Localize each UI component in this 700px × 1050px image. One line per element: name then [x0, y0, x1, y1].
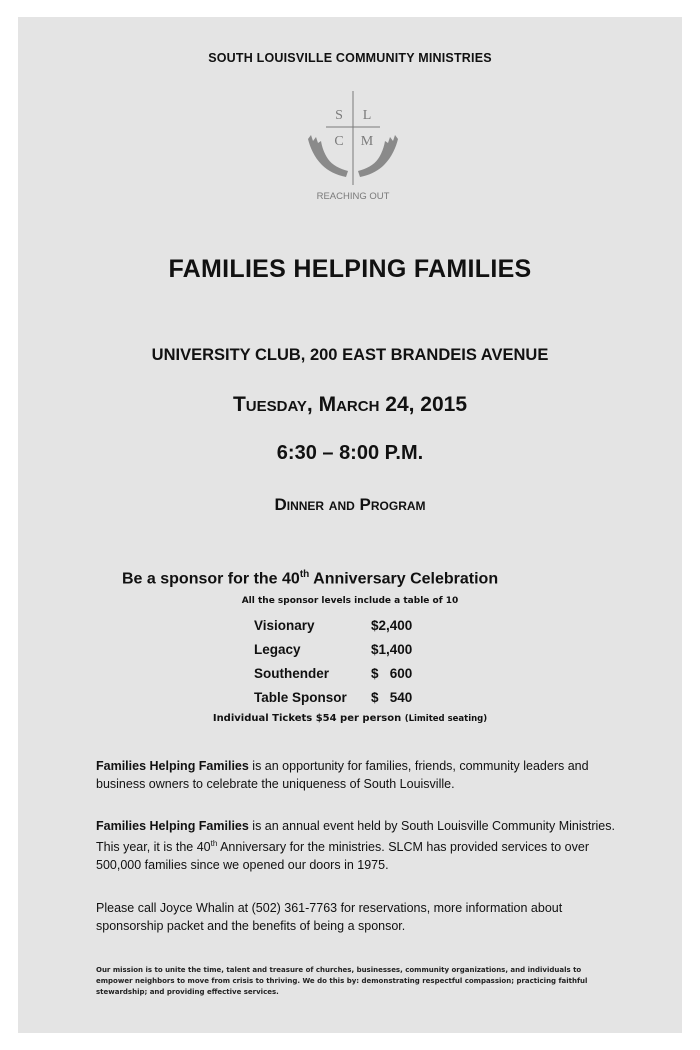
logo-letter-m: M [360, 134, 374, 149]
paragraph-opportunity: Families Helping Families is an opportunity for families, friends, community leaders and business owners to celebrate the uniqueness of South Louisville. [96, 759, 589, 791]
logo-letter-c: C [334, 134, 344, 149]
event-program: Dinner and Program [274, 495, 426, 514]
sponsor-levels-note: All the sponsor levels include a table of 10 [241, 596, 459, 606]
level-amount: $1,400 [371, 641, 413, 657]
level-amount: $2,400 [371, 617, 413, 633]
event-date: Tuesday, March 24, 2015 [232, 393, 468, 416]
event-time: 6:30 – 8:00 P.M. [276, 442, 424, 464]
slcm-logo [288, 87, 418, 207]
level-name: Visionary [254, 617, 315, 633]
logo-letter-s: S [335, 108, 343, 123]
level-name: Legacy [254, 641, 301, 657]
sponsor-level-row [254, 685, 412, 709]
level-amount: $ 540 [371, 689, 413, 705]
event-title: FAMILIES HELPING FAMILIES [168, 255, 532, 283]
sponsor-level-row [254, 613, 412, 637]
paragraph-contact: Please call Joyce Whalin at (502) 361-7763 for reservations, more information about sponsorship packet and the benefits of being a sponsor. [96, 901, 563, 933]
org-name: SOUTH LOUISVILLE COMMUNITY MINISTRIES [208, 51, 492, 65]
event-venue: UNIVERSITY CLUB, 200 EAST BRANDEIS AVENUE [151, 346, 549, 364]
level-amount: $ 600 [371, 665, 413, 681]
logo-tagline: REACHING OUT [316, 191, 390, 202]
level-name: Southender [254, 665, 330, 681]
individual-tickets: Individual Tickets $54 per person (Limited seating) [212, 713, 488, 724]
mission-statement: Our mission is to unite the time, talent and treasure of churches, businesses, community organizations, and individuals to empower neighbors to move from crisis to thriving. We do this by: demonstrating respectful compassion; practicing faithful stewardship; and providing effective services. [96, 966, 588, 996]
sponsor-heading: Be a sponsor for the 40th Anniversary Celebration [122, 569, 499, 588]
sponsor-level-row [254, 637, 412, 661]
sponsor-level-row [254, 661, 412, 685]
logo-letter-l: L [362, 108, 372, 123]
sponsor-levels-list [254, 613, 412, 709]
flyer-page [18, 17, 682, 1033]
level-name: Table Sponsor [254, 689, 347, 705]
paragraph-annual-event: Families Helping Families is an annual event held by South Louisville Community Ministries. This year, it is the 40th Anniversary for the ministries. SLCM has provided services to over 500,000 families since we opened our doors in 1975. [96, 819, 615, 873]
